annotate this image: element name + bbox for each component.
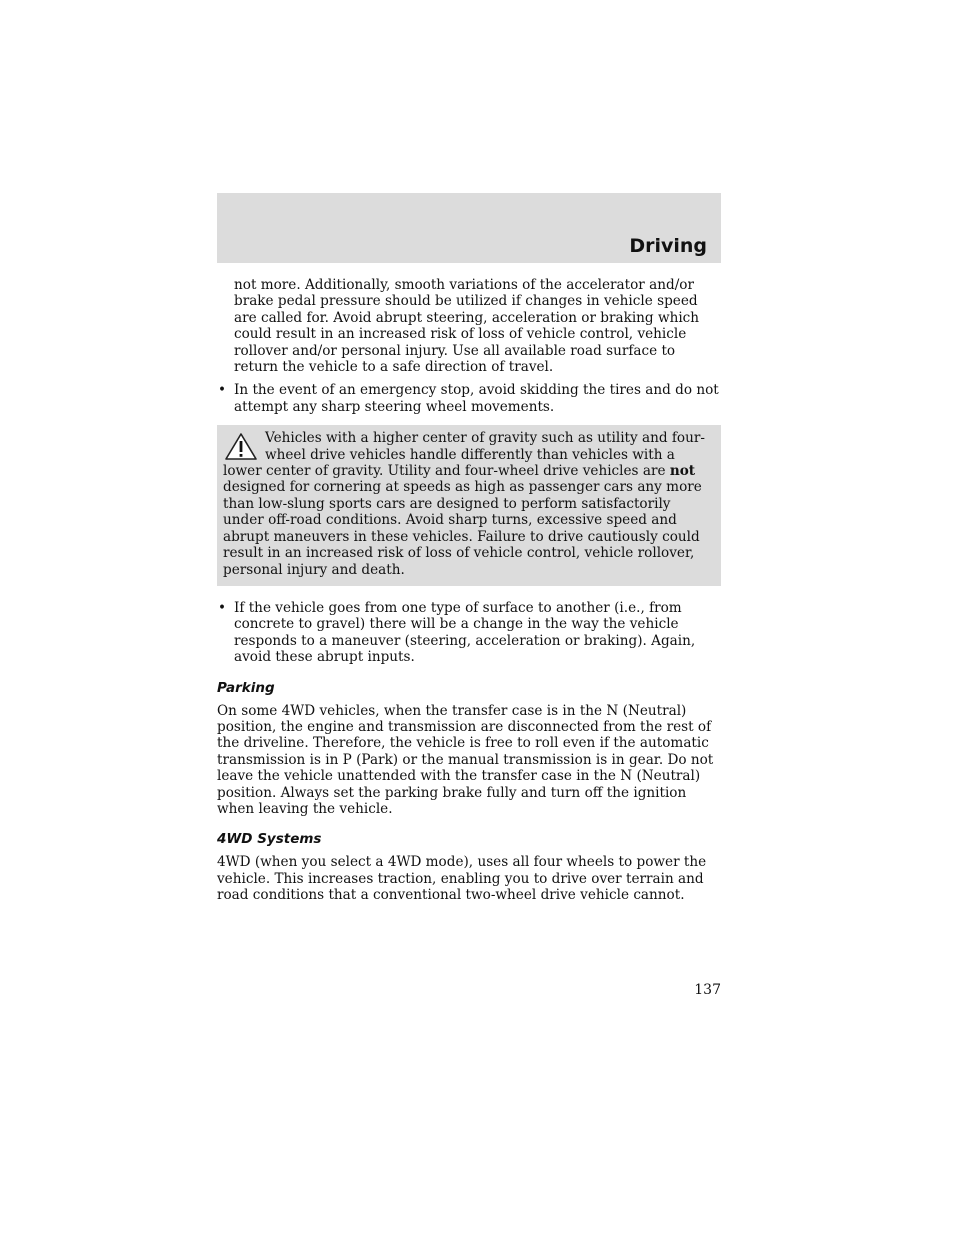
page-content	[217, 277, 721, 904]
warning-triangle-icon	[223, 432, 259, 462]
warning-emphasis: not	[669, 463, 696, 480]
section-body-4wd-systems: 4WD (when you select a 4WD mode), uses all four wheels to power the vehicle. This increases traction, enabling you to drive over terrain and road conditions that a conventional two-wheel drive vehicle cannot.	[217, 854, 707, 904]
warning-text-before: Vehicles with a higher center of gravity such as utility and four-wheel drive vehicles handle differently than vehicles with a lower center of gravity. Utility and four-wheel drive vehicles are	[223, 430, 705, 480]
bullet-text: In the event of an emergency stop, avoid skidding the tires and do not attempt any sharp steering wheel movements.	[234, 382, 719, 415]
bullet-item	[217, 600, 721, 666]
chapter-title: Driving	[629, 235, 707, 257]
section-heading-parking: Parking	[217, 679, 275, 696]
section-heading-4wd-systems: 4WD Systems	[217, 831, 322, 848]
bullet-text: If the vehicle goes from one type of surface to another (i.e., from concrete to gravel) there will be a change in the way the vehicle responds to a maneuver (steering, acceleration or braking). Again, avoid these abrupt inputs.	[234, 599, 696, 666]
bullet-icon: •	[218, 599, 227, 616]
section-body-parking: On some 4WD vehicles, when the transfer case is in the N (Neutral) position, the engine and transmission are disconnected from the rest of the driveline. Therefore, the vehicle is free to roll even if the automatic transmission is in P (Park) or the manual transmission is in gear. Do not leave the vehicle unattended with the transfer case in the N (Neutral) position. Always set the parking brake fully and turn off the ignition when leaving the vehicle.	[217, 702, 714, 817]
warning-box	[217, 425, 721, 586]
bullet-item	[217, 382, 721, 415]
warning-text-after: designed for cornering at speeds as high as passenger cars any more than low-slung sports cars are designed to perform satisfactorily under off-road conditions. Avoid sharp turns, excessive speed and abrupt maneuvers in these vehicles. Failure to drive cautiously could result in an increased risk of loss of vehicle control, vehicle rollover, personal injury and death.	[223, 479, 702, 578]
page-number: 137	[694, 982, 721, 998]
bullet-icon: •	[218, 382, 227, 399]
chapter-header	[217, 193, 721, 263]
continuation-paragraph: not more. Additionally, smooth variations of the accelerator and/or brake pedal pressure should be utilized if changes in vehicle speed are called for. Avoid abrupt steering, acceleration or braking which could result in an increased risk of loss of vehicle control, vehicle rollover and/or personal injury. Use all available road surface to return the vehicle to a safe direction of travel.	[234, 277, 700, 376]
